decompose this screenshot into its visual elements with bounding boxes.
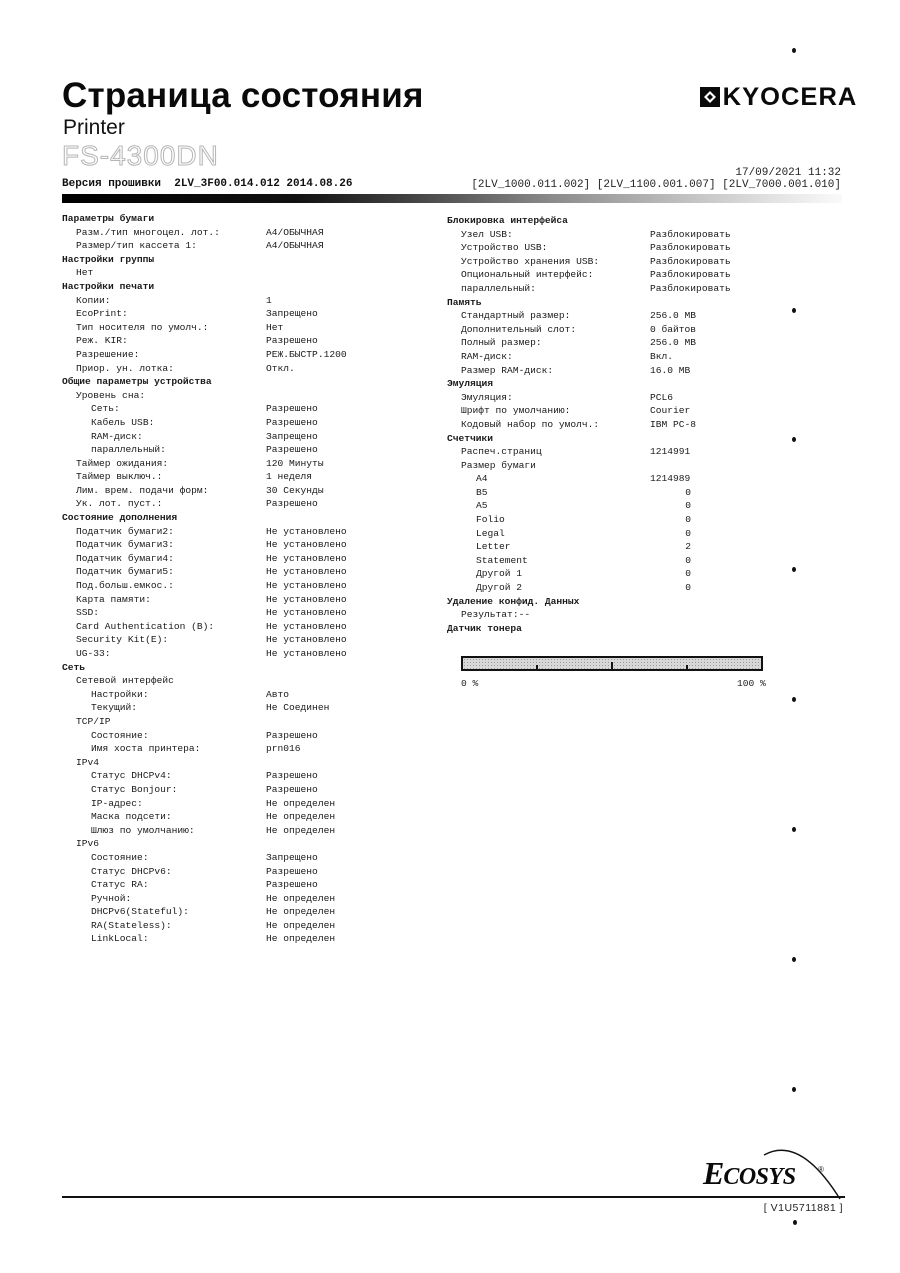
setting-row: Card Authentication (B): Не установлено [76, 620, 347, 632]
setting-row: Статус DHCPv6: Разрешено [91, 865, 318, 877]
footer-divider [62, 1196, 845, 1198]
section-title: Удаление конфид. Данных [447, 595, 580, 607]
scan-speck [792, 567, 796, 572]
section-title: Общие параметры устройства [62, 376, 212, 388]
setting-row: Кабель USB: Разрешено [91, 416, 318, 428]
setting-row: Статус DHCPv4: Разрешено [91, 770, 318, 782]
setting-row: Маска подсети: Не определен [91, 811, 336, 823]
setting-row: Ук. лот. пуст.: Разрешено [76, 498, 318, 510]
setting-row: EcoPrint: Запрещено [76, 308, 318, 320]
setting-row: Приор. ун. лотка: Откл. [76, 362, 295, 374]
setting-row: Стандартный размер: 256.0 MB [461, 310, 697, 322]
section-title: Параметры бумаги [62, 213, 155, 224]
setting-row: Под.больш.емкос.: Не установлено [76, 580, 347, 592]
print-datetime: 17/09/2021 11:32 [735, 167, 841, 179]
setting-row: Состояние: Запрещено [91, 851, 318, 863]
kyocera-mark-icon [700, 87, 720, 107]
setting-row: Полный размер: 256.0 MB [461, 337, 697, 349]
setting-row: Кодовый набор по умолч.: IBM PC-8 [461, 418, 697, 430]
scan-speck [792, 437, 796, 442]
setting-row: Податчик бумаги2: Не установлено [76, 525, 347, 537]
setting-row: параллельный: Разблокировать [461, 282, 731, 294]
scan-speck [792, 827, 796, 832]
counter-row: Letter 2 [476, 541, 691, 553]
printer-model: FS-4300DN [62, 140, 219, 171]
section-title: Блокировка интерфейса [447, 215, 568, 226]
setting-row: Тип носителя по умолч.: Нет [76, 321, 284, 333]
toner-tick-75 [686, 665, 688, 669]
setting-row: RA(Stateless): Не определен [91, 919, 336, 931]
setting-row: Устройство хранения USB: Разблокировать [461, 255, 731, 267]
header-gradient-bar [62, 194, 842, 203]
setting-row: RAM-диск: Запрещено [91, 430, 318, 442]
setting-row: Дополнительный слот: 0 байтов [461, 323, 697, 335]
setting-row: Размер/тип кассета 1: A4/ОБЫЧНАЯ [76, 240, 324, 252]
setting-row: Текущий: Не Соединен [91, 702, 330, 714]
scan-speck [792, 48, 796, 53]
right-column [447, 214, 777, 635]
subsection-title: Уровень сна: [76, 389, 146, 401]
setting-row: Реж. KIR: Разрешено [76, 335, 318, 347]
left-column [62, 212, 432, 946]
setting-row: IP-адрес: Не определен [91, 797, 336, 809]
counter-row: Statement 0 [476, 554, 691, 566]
setting-row: Податчик бумаги4: Не установлено [76, 552, 347, 564]
setting-row: Податчик бумаги5: Не установлено [76, 566, 347, 578]
module-versions: [2LV_1000.011.002] [2LV_1100.001.007] [2LV_7000.001.010] [471, 179, 841, 191]
scan-speck [793, 1220, 797, 1225]
setting-row: UG-33: Не установлено [76, 648, 347, 659]
subsection-title: IPv6 [76, 838, 100, 850]
subsection-title: TCP/IP [76, 715, 111, 727]
section-title: Состояние дополнения [62, 512, 178, 524]
setting-row: Security Kit(E): Не установлено [76, 634, 347, 646]
section-title: Настройки группы [62, 253, 155, 265]
toner-max-label: 100 % [737, 678, 766, 689]
setting-row: Копии: 1 [76, 294, 272, 306]
setting-row: Статус Bonjour: Разрешено [91, 783, 318, 795]
counter-row: B5 0 [476, 486, 691, 498]
scan-speck [792, 1087, 796, 1092]
toner-gauge [461, 656, 763, 671]
setting-row: Опциональный интерфейс: Разблокировать [461, 269, 731, 281]
counter-row: Распеч.страниц 1214991 [461, 446, 691, 458]
setting-row: Устройство USB: Разблокировать [461, 242, 731, 254]
section-title: Датчик тонера [447, 622, 522, 634]
scan-speck [792, 697, 796, 702]
section-title: Настройки печати [62, 280, 155, 292]
setting-row: SSD: Не установлено [76, 607, 347, 619]
setting-row: параллельный: Разрешено [91, 444, 318, 456]
subsection-title: Размер бумаги [461, 459, 536, 471]
setting-row: Шрифт по умолчанию: Courier [461, 405, 691, 417]
ecosys-logo [700, 1143, 845, 1198]
counter-row: Legal 0 [476, 527, 691, 539]
scan-speck [792, 308, 796, 313]
toner-min-label: 0 % [461, 678, 479, 689]
section-title: Счетчики [447, 432, 494, 444]
setting-row: Ручной: Не определен [91, 892, 336, 904]
setting-row: RAM-диск: Вкл. [461, 350, 674, 362]
kyocera-logo [700, 84, 856, 110]
setting-row: Состояние: Разрешено [91, 729, 318, 741]
section-title: Память [447, 296, 482, 308]
toner-tick-50 [611, 662, 613, 669]
brand-name: KYOCERA [722, 83, 858, 111]
section-title: Сеть [62, 661, 86, 673]
setting-row: LinkLocal: Не определен [91, 933, 336, 945]
setting-row: Нет [76, 267, 94, 279]
setting-row: Статус RA: Разрешено [91, 879, 318, 891]
counter-row: Другой 1 0 [476, 568, 691, 580]
setting-row: Лим. врем. подачи форм: 30 Секунды [76, 484, 324, 496]
setting-row: Эмуляция: PCL6 [461, 391, 674, 403]
setting-row: Таймер ожидания: 120 Минуты [76, 457, 324, 469]
toner-tick-25 [536, 665, 538, 669]
subsection-title: IPv4 [76, 756, 100, 768]
setting-row: Сеть: Разрешено [91, 403, 318, 415]
setting-row: Разрешение: РЕЖ.БЫСТР.1200 [76, 348, 347, 360]
setting-row: Результат:-- [461, 609, 531, 621]
ecosys-wordmark: ECOSYS [703, 1155, 796, 1191]
setting-row: Карта памяти: Не установлено [76, 593, 347, 605]
counter-row: Другой 2 0 [476, 582, 691, 594]
page-title: Страница состояния [62, 76, 424, 115]
registered-icon: ® [818, 1165, 824, 1174]
setting-row: DHCPv6(Stateful): Не определен [91, 906, 336, 918]
scan-speck [792, 957, 796, 962]
subsection-title: Сетевой интерфейс [76, 675, 174, 687]
counter-row: Folio 0 [476, 514, 691, 526]
setting-row: Размер RAM-диск: 16.0 MB [461, 364, 691, 376]
setting-row: Таймер выключ.: 1 неделя [76, 471, 313, 483]
counter-row: A4 1214989 [476, 473, 691, 485]
section-title: Эмуляция [447, 378, 494, 390]
counter-row: A5 0 [476, 500, 691, 512]
setting-row: Настройки: Авто [91, 688, 290, 700]
setting-row: Разм./тип многоцел. лот.: A4/ОБЫЧНАЯ [76, 226, 324, 238]
setting-row: Шлюз по умолчанию: Не определен [91, 824, 336, 836]
page-subtitle: Printer [63, 116, 125, 139]
setting-row: Податчик бумаги3: Не установлено [76, 539, 347, 551]
setting-row: Имя хоста принтера: prn016 [91, 743, 301, 755]
setting-row: Узел USB: Разблокировать [461, 228, 731, 240]
serial-number: [ V1U5711881 ] [763, 1202, 843, 1214]
firmware-version: Версия прошивки 2LV_3F00.014.012 2014.08.26 [62, 178, 353, 190]
